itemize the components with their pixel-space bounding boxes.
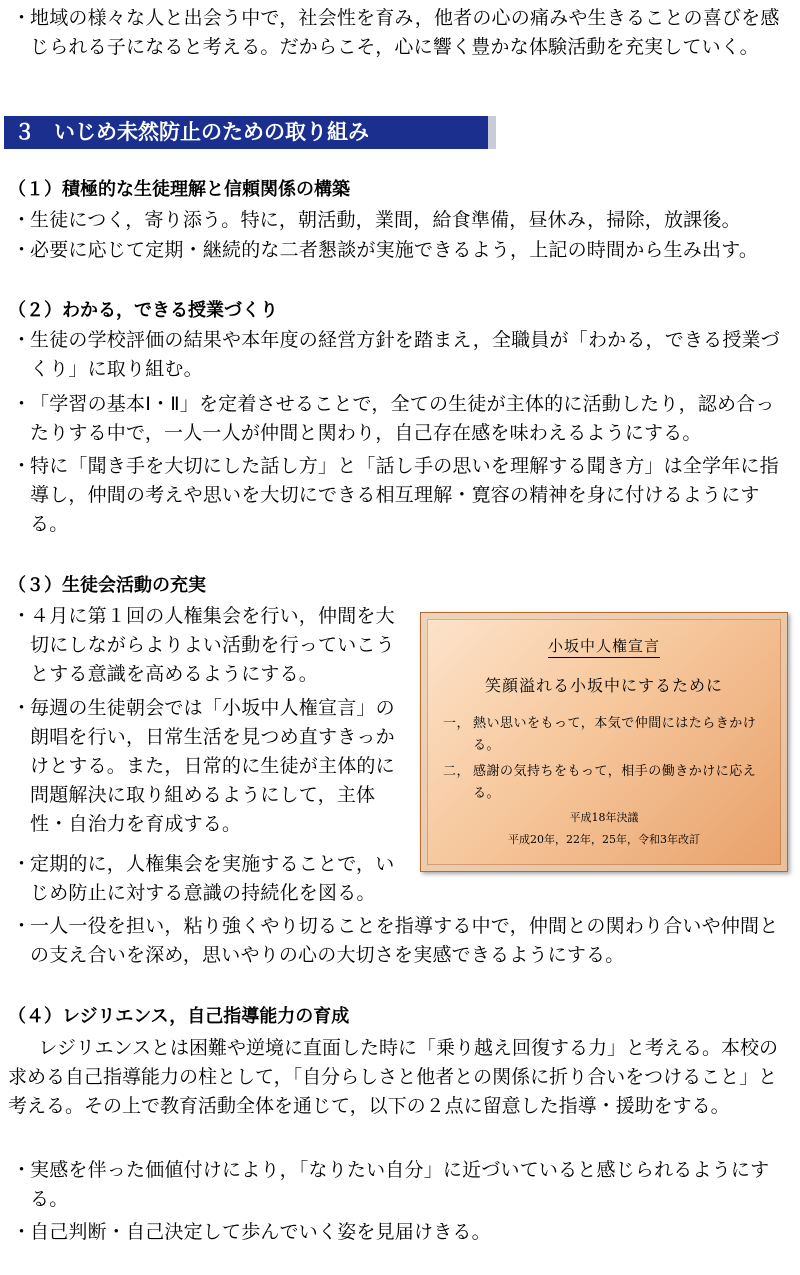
s3-item-3 [8, 850, 408, 908]
s2-item-3 [8, 452, 793, 539]
bullet-mark: ・ [12, 239, 32, 261]
section-title: いじめ未然防止のための取り組み [54, 120, 369, 144]
declaration-slogan: 笑顔溢れる小坂中にするために [484, 676, 723, 695]
bullet-mark: ・ [12, 393, 32, 415]
s4-item-2 [8, 1218, 793, 1247]
section-header [4, 116, 496, 149]
s1-item-1 [8, 206, 793, 235]
bullet-mark: ・ [12, 853, 32, 875]
declaration-item-text: 感謝の気持ちをもって，相手の働きかけに応える。 [473, 764, 757, 801]
bullet-mark: ・ [12, 209, 32, 231]
s3-item-2 [8, 694, 408, 839]
s3-item-text: ４月に第１回の人権集会を行い，仲間を大切にしながらよりよい活動を行っていこうとする意識を高めるようにする。 [30, 605, 395, 685]
s4-item-text: 自己判断・自己決定して歩んでいく姿を見届けきる。 [30, 1221, 491, 1243]
s4-item-1 [8, 1156, 793, 1214]
s2-item-text: 「学習の基本Ⅰ・Ⅱ」を定着させることで，全ての生徒が主体的に活動したり，認め合ったりする中で，一人一人が仲間と関わり，自己存在感を味わえるようにする。 [30, 393, 775, 444]
bullet-mark: ・ [12, 329, 32, 351]
subsection-3-heading: （３）生徒会活動の充実 [8, 575, 206, 596]
subsection-4-heading: （４）レジリエンス，自己指導能力の育成 [8, 1006, 350, 1027]
s3-item-text: 定期的に，人権集会を実施することで，いじめ防止に対する意識の持続化を図る。 [30, 853, 395, 904]
s1-item-text: 生徒につく，寄り添う。特に，朝活動，業間，給食準備，昼休み，掃除，放課後。 [30, 209, 741, 231]
s3-item-1 [8, 602, 408, 689]
subsection-1-heading: （１）積極的な生徒理解と信頼関係の構築 [8, 179, 350, 200]
declaration-item-mark: 一， [443, 716, 471, 731]
declaration-revisions: 平成20年，22年，25年，令和3年改訂 [508, 833, 700, 846]
bullet-mark: ・ [12, 1159, 32, 1181]
s2-item-text: 生徒の学校評価の結果や本年度の経営方針を踏まえ，全職員が「わかる，できる授業づくり」に取り組む。 [30, 329, 780, 380]
declaration-item-1 [443, 713, 773, 757]
bullet-mark: ・ [12, 455, 32, 477]
declaration-item-mark: 二， [443, 764, 471, 779]
declaration-title: 小坂中人権宣言 [548, 637, 660, 658]
declaration-item-2 [443, 761, 773, 805]
bullet-mark: ・ [12, 697, 32, 719]
s4-paragraph: レジリエンスとは困難や逆境に直面した時に「乗り越え回復する力」と考える。本校の求める自己指導能力の柱として，「自分らしさと他者との関係に折り合いをつけること」と考える。その上で教育活動全体を通じて，以下の２点に留意した指導・援助をする。 [8, 1037, 778, 1117]
human-rights-declaration-box [420, 612, 788, 872]
section-number: ３ [14, 120, 35, 144]
bullet-mark: ・ [12, 7, 32, 29]
s4-item-text: 実感を伴った価値付けにより，「なりたい自分」に近づいていると感じられるようにする。 [30, 1159, 770, 1210]
s3-item-4 [8, 912, 793, 970]
s1-item-2 [8, 236, 793, 265]
s2-item-2 [8, 390, 793, 448]
s1-item-text: 必要に応じて定期・継続的な二者懇談が実施できるよう，上記の時間から生み出す。 [30, 239, 759, 261]
bullet-mark: ・ [12, 915, 32, 937]
bullet-mark: ・ [12, 605, 32, 627]
s3-item-text: 毎週の生徒朝会では「小坂中人権宣言」の朗唱を行い，日常生活を見つめ直すきっかけとする。また，日常的に生徒が主体的に問題解決に取り組めるようにして，主体性・自治力を育成する。 [30, 697, 395, 835]
bullet-mark: ・ [12, 1221, 32, 1243]
declaration-resolution: 平成18年決議 [569, 811, 639, 824]
intro-text: 地域の様々な人と出会う中で，社会性を育み，他者の心の痛みや生きることの喜びを感じられる子になると考える。だからこそ，心に響く豊かな体験活動を充実していく。 [30, 7, 780, 58]
intro-bullet [8, 4, 793, 62]
s2-item-1 [8, 326, 793, 384]
s2-item-text: 特に「聞き手を大切にした話し方」と「話し手の思いを理解する聞き方」は全学年に指導し，仲間の考えや思いを大切にできる相互理解・寛容の精神を身に付けるようにする。 [30, 455, 779, 535]
subsection-2-heading: （２）わかる，できる授業づくり [8, 300, 278, 321]
declaration-item-text: 熱い思いをもって，本気で仲間にはたらきかける。 [473, 716, 757, 753]
s3-item-text: 一人一役を担い，粘り強くやり切ることを指導する中で，仲間との関わり合いや仲間との支え合いを深め，思いやりの心の大切さを実感できるようにする。 [30, 915, 779, 966]
